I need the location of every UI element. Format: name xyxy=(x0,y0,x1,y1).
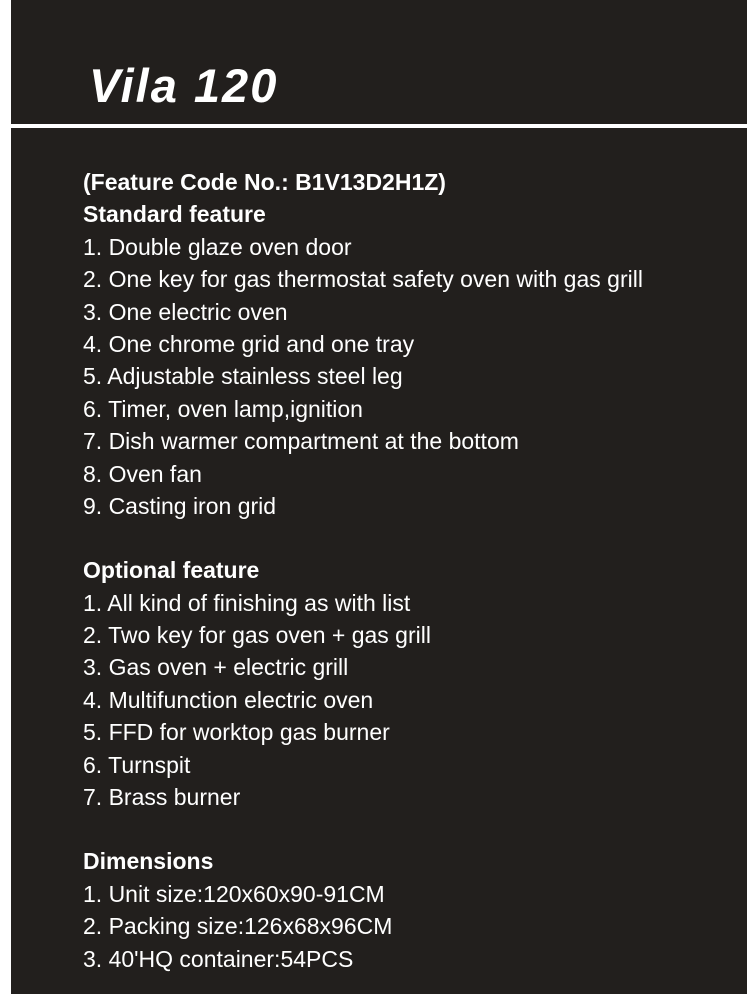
spec-content xyxy=(83,166,743,975)
optional-feature-list xyxy=(83,587,743,814)
dimensions-list xyxy=(83,878,743,975)
list-item: 8. Oven fan xyxy=(83,460,202,487)
title-divider xyxy=(11,124,747,128)
list-item: 5. FFD for worktop gas burner xyxy=(83,719,390,746)
list-item: 1. All kind of finishing as with list xyxy=(83,589,411,616)
list-item: 3. 40'HQ container:54PCS xyxy=(83,945,354,972)
product-title: Vila 120 xyxy=(89,59,279,112)
list-item: 6. Timer, oven lamp,ignition xyxy=(83,395,363,422)
list-item: 1. Double glaze oven door xyxy=(83,233,352,260)
standard-feature-list xyxy=(83,231,743,523)
list-item: 3. One electric oven xyxy=(83,298,288,325)
feature-code: (Feature Code No.: B1V13D2H1Z) xyxy=(83,169,446,195)
standard-feature-heading: Standard feature xyxy=(83,201,266,228)
list-item: 2. Two key for gas oven + gas grill xyxy=(83,622,431,649)
list-item: 4. One chrome grid and one tray xyxy=(83,330,415,357)
list-item: 7. Brass burner xyxy=(83,784,241,811)
list-item: 5. Adjustable stainless steel leg xyxy=(83,363,403,390)
list-item: 2. Packing size:126x68x96CM xyxy=(83,913,393,940)
list-item: 6. Turnspit xyxy=(83,751,191,778)
spec-sheet-panel xyxy=(11,0,747,994)
list-item: 7. Dish warmer compartment at the bottom xyxy=(83,428,519,455)
list-item: 1. Unit size:120x60x90-91CM xyxy=(83,880,385,907)
dimensions-heading: Dimensions xyxy=(83,848,214,875)
list-item: 2. One key for gas thermostat safety oven with gas grill xyxy=(83,266,643,293)
list-item: 4. Multifunction electric oven xyxy=(83,686,374,713)
list-item: 9. Casting iron grid xyxy=(83,492,277,519)
optional-feature-heading: Optional feature xyxy=(83,557,260,584)
list-item: 3. Gas oven + electric grill xyxy=(83,654,349,681)
